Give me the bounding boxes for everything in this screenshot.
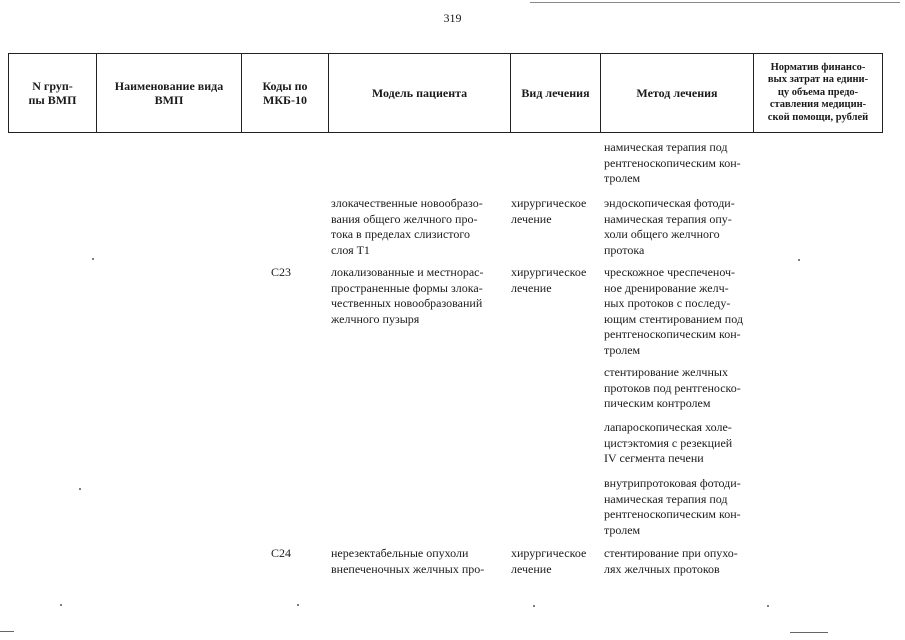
- cell-patient-model: нерезектабельные опухоли внепеченочных желчных про-: [331, 546, 485, 576]
- header-vmp-name: Наименование вида ВМП: [97, 54, 242, 133]
- header-treatment-method: Метод лечения: [601, 54, 754, 133]
- cell-method: чрескожное чреспеченоч- ное дренирование желч- ных протоков с последу- ющим стентированием под рентгеноскопическим кон- тролем: [604, 265, 743, 357]
- cell-method: намическая терапия под рентгеноскопическим кон- тролем: [604, 140, 741, 185]
- cell-treatment-type: хирургическое лечение: [511, 546, 587, 576]
- cell-method: стентирование желчных протоков под рентгеноско- пическим контролем: [604, 365, 741, 410]
- scan-speck: [297, 604, 299, 606]
- scan-speck: [92, 258, 94, 260]
- cell-patient-model: злокачественные новообразо- вания общего желчного про- тока в пределах слизистого слоя T1: [331, 196, 483, 257]
- header-icd-codes: Коды по МКБ-10: [242, 54, 329, 133]
- scan-speck: [533, 605, 535, 607]
- cell-method: эндоскопическая фотоди- намическая терапия опу- холи общего желчного протока: [604, 196, 735, 257]
- cell-method: стентирование при опухо- лях желчных протоков: [604, 546, 738, 576]
- header-treatment-type: Вид лечения: [511, 54, 601, 133]
- scan-speck: [798, 259, 800, 261]
- cell-method: лапароскопическая холе- цистэктомия с резекцией IV сегмента печени: [604, 420, 733, 465]
- scan-speck: [767, 605, 769, 607]
- cell-treatment-type: хирургическое лечение: [511, 265, 587, 295]
- header-cost-norm: Норматив финансо- вых затрат на едини- цу объема предо- ставления медицин- ской помощи, рублей: [754, 54, 883, 133]
- bottom-rule: [0, 631, 14, 632]
- cell-patient-model: локализованные и местнорас- пространенные формы злока- чественных новообразований желчного пузыря: [331, 265, 484, 326]
- scan-speck: [60, 604, 62, 606]
- cell-method: внутрипротоковая фотоди- намическая терапия под рентгеноскопическим кон- тролем: [604, 476, 741, 537]
- cell-treatment-type: хирургическое лечение: [511, 196, 587, 226]
- header-patient-model: Модель пациента: [329, 54, 511, 133]
- cell-icd-code: C23: [271, 265, 292, 279]
- cell-icd-code: C24: [271, 546, 292, 560]
- table-header: [8, 53, 883, 133]
- page-number: 319: [443, 11, 462, 25]
- header-group-number: N груп- пы ВМП: [9, 54, 97, 133]
- top-rule: [530, 2, 900, 3]
- scan-speck: [79, 488, 81, 490]
- bottom-rule: [790, 632, 828, 633]
